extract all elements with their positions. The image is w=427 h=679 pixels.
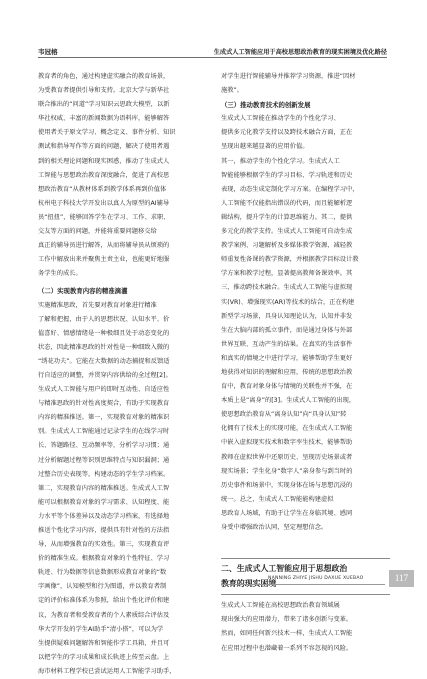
text-line: 其一，推动学生的个性化学习。生成式人工 [221, 155, 390, 169]
text-line: 推送个性化学习内容，提供具有针对性的方法指 [38, 524, 207, 538]
page-header [0, 0, 427, 60]
text-line: 现出强大的应用潜力，带来了诸多创新与变革。 [221, 613, 390, 627]
text-line: 提供多元化教学支持以及跨技术融合方面，正在 [221, 126, 390, 140]
text-line: 以把学生的学习成果和成长轨迹上传至云盘。上 [38, 651, 207, 665]
text-line: 杭州电子科技大学开发出以真人为原型的AI辅导 [38, 197, 207, 211]
section-body [221, 112, 390, 535]
left-body [38, 70, 207, 281]
text-line: 务学生的成长。 [38, 267, 207, 281]
text-line: 历史事件和场景中，实现身体在场与思想沉浸的 [221, 479, 390, 493]
text-line: 生成式人工智能在高校思想政治教育领域展 [221, 599, 390, 613]
text-line: 实施精准思政，首先要对教育对象进行精准 [38, 299, 207, 313]
section-body [221, 599, 390, 655]
text-line: 轨迹、行为数据等信息数据形成教育对象的“数 [38, 566, 207, 580]
text-line: 了解和把握，由于人的思想状况、认知水平、价 [38, 313, 207, 327]
text-line: 第二，实现教育内容的精准推送。生成式人工智 [38, 482, 207, 496]
text-line: 议，为教育者和受教育者的个人素质综合评估及 [38, 609, 207, 623]
text-line: 表现，动态生成定制化学习方案。在编程学习中， [221, 183, 390, 197]
section-body [38, 299, 207, 679]
header-rule [38, 57, 387, 58]
heading-rule-bottom [221, 594, 390, 595]
text-line: 真正的辅导员进行解答，从而将辅导员从烦琐的 [38, 239, 207, 253]
text-line: 为受教育者提供引导和支持。北京大学与新华社 [38, 84, 207, 98]
text-line: 世界互联、互动产生的结果。在真实的生活事件 [221, 338, 390, 352]
text-line: 新型学习场景，具身认知理论认为，认知并非发 [221, 310, 390, 324]
text-line: 工作中解放出来并聚焦主责主业，也能更好地服 [38, 253, 207, 267]
journal-name: NANNING ZHIYE JISHU DAXUE XUEBAO [268, 576, 363, 581]
text-line: 在应用过程中也潜藏着一系列不容忽视的风险。 [221, 642, 390, 656]
text-line: 到的相关理论问题和现实困惑，推动了生成式人 [38, 155, 207, 169]
text-line: 现实场景；学生化身“数字人”亲身参与到当时的 [221, 465, 390, 479]
text-line: 内容的精准推送。第一，实现教育对象的精准识 [38, 411, 207, 425]
text-line: 别。生成式人工智能通过记录学生的在线学习时 [38, 425, 207, 439]
text-line: 思政育人场域，有助于让学生在身临其境、感同 [221, 507, 390, 521]
section-heading: （二）实现教育内容的精准滴灌 [38, 284, 207, 298]
text-line: 员“扭扭”，能够回答学生在学习、工作、求职、 [38, 211, 207, 225]
text-line: 中嵌入虚拟现实技术和数字孪生技术，能够帮助 [221, 436, 390, 450]
right-column [221, 70, 390, 656]
footer-rule [221, 584, 385, 585]
text-line: 过分析解题过程等识别思维特点与知识漏洞；通 [38, 454, 207, 468]
page-number: 117 [389, 570, 414, 587]
text-line: 与精准思政的针对性高度契合，有助于实现教育 [38, 397, 207, 411]
text-line: 行自适应的调整，并贯穿内容供给的全过程[2]。 [38, 369, 207, 383]
text-line: 呈现出越来越显著的应用价值。 [221, 140, 390, 154]
text-line: 交友等方面的问题，并能将重要问题移交给 [38, 225, 207, 239]
text-line: 和真实的情境之中进行学习，能够帮助学生更好 [221, 352, 390, 366]
text-line: 力水平等个体差异以及动态学习档案，有选择地 [38, 510, 207, 524]
text-line: 状态，因此精准思政的针对性是一种细致入微的 [38, 341, 207, 355]
text-line: 定的评价标准体系为参照，给出个性化评价和建 [38, 594, 207, 608]
text-line: 价的精准生成。根据教育对象的个性特征、学习 [38, 552, 207, 566]
text-line: 联合推出的“问道”学习知识云思政大模型，以新 [38, 98, 207, 112]
text-line: 导，从而增强教育的实效性。第三，实现教育评 [38, 538, 207, 552]
text-line: 生成式人工智能在推动学生的个性化学习、 [221, 112, 390, 126]
text-line: 生成式人工智能与用户的即时互动性、自适应性 [38, 383, 207, 397]
text-line: 人工智能不仅能指出错误的代码，而且能解析逻 [221, 197, 390, 211]
section-heading-line-1: 二、生成式人工智能应用于思想政治 [221, 562, 390, 577]
text-line: 字画像”，认知模型和行为图谱，并以教育者制 [38, 580, 207, 594]
text-line: 工智能与思想政治教育深度融合，促进了高校思 [38, 169, 207, 183]
text-line: “绣花功夫”。它能在大数据的动态捕捉和反馈适 [38, 355, 207, 369]
text-line: 施教”。 [221, 84, 390, 98]
text-line: 海市材料工程学校已尝试运用人工智能学习助手， [38, 665, 207, 679]
text-line: 三，推动跨技术融合。生成式人工智能与虚拟现 [221, 281, 390, 295]
text-line: 教师在虚拟世界中还原历史、呈现历史场景或者 [221, 451, 390, 465]
running-title: 生成式人工智能应用于高校思想政治教育的现实困境及优化路径 [214, 47, 387, 56]
text-line: 过整合历史表现等，构建动态的学生学习档案。 [38, 468, 207, 482]
text-line: 长、答题路径、互动频率等，分析学习习惯；通 [38, 439, 207, 453]
text-line: 智能能够根据学生的学习目标、学习轨迹和历史 [221, 169, 390, 183]
text-line: 华大学开发的学生AI助手“清小搭”，可以为学 [38, 623, 207, 637]
running-author: 韦冠榕 [38, 47, 58, 56]
text-line: 身受中增强政治认同，坚定理想信念。 [221, 521, 390, 535]
text-line: 实(VR)、增强现实(AR)等技术的结合，正在构建 [221, 296, 390, 310]
text-line: 辑结构，提升学生的计算思维能力。其二，提供 [221, 211, 390, 225]
text-line: 化拥有了技术上的实现可能，在生成式人工智能 [221, 422, 390, 436]
text-line: 值喜好、情感情绪是一种极细且处于动态变化的 [38, 327, 207, 341]
text-line: 然而，如同任何新兴技术一样，生成式人工智能 [221, 627, 390, 641]
heading-rule-top [221, 558, 390, 559]
text-line: 生在大脑内部的孤立事件，而是通过身体与外部 [221, 324, 390, 338]
text-line: 能可以根据教育对象的学习需求、认知程度、能 [38, 496, 207, 510]
text-line: 对学生进行智能辅导并推荐学习资源，推进“因材 [221, 70, 390, 84]
text-line: 教育者的角色，通过构建虚实融合的教育场景， [38, 70, 207, 84]
text-line: 使思想政治教育从“离身认知”向“具身认知”转 [221, 408, 390, 422]
text-line: 多元化的教学支持。生成式人工智能可自动生成 [221, 225, 390, 239]
section-heading: （三）推动教育技术的创新发展 [221, 98, 390, 112]
text-line: 教学案例、习题解析及多媒体教学资源，减轻教 [221, 239, 390, 253]
text-line: 使用者关于原文学习、概念定义、事件分析、知识 [38, 126, 207, 140]
text-line: 统一。总之，生成式人工智能能构建虚拟 [221, 493, 390, 507]
text-line: 本质上是“离身”的[3]。生成式人工智能的出现， [221, 394, 390, 408]
text-line: 学方案和教学过程，显著提高教师备课效率。其 [221, 267, 390, 281]
text-line: 师重复性备课的教学资源，并根据教学目标设计教 [221, 253, 390, 267]
left-column [38, 70, 207, 679]
text-line: 测试和指导写作等方面的问题，解决了使用者遇 [38, 140, 207, 154]
text-line: 想政治教育“从教材体系到教学体系再到价值体 [38, 183, 207, 197]
text-line: 地获得对知识的理解和应用，传统的思想政治教 [221, 366, 390, 380]
text-line: 华社权威、丰富的新闻数据为语料库，能够解答 [38, 112, 207, 126]
text-line: 育中，教育对象身体与情境的关联性并不强，在 [221, 380, 390, 394]
section-heading-line-2: 教育的现实困境 [221, 577, 390, 592]
text-line: 生提供疑难问题解答和智能作学工具箱，并且可 [38, 637, 207, 651]
